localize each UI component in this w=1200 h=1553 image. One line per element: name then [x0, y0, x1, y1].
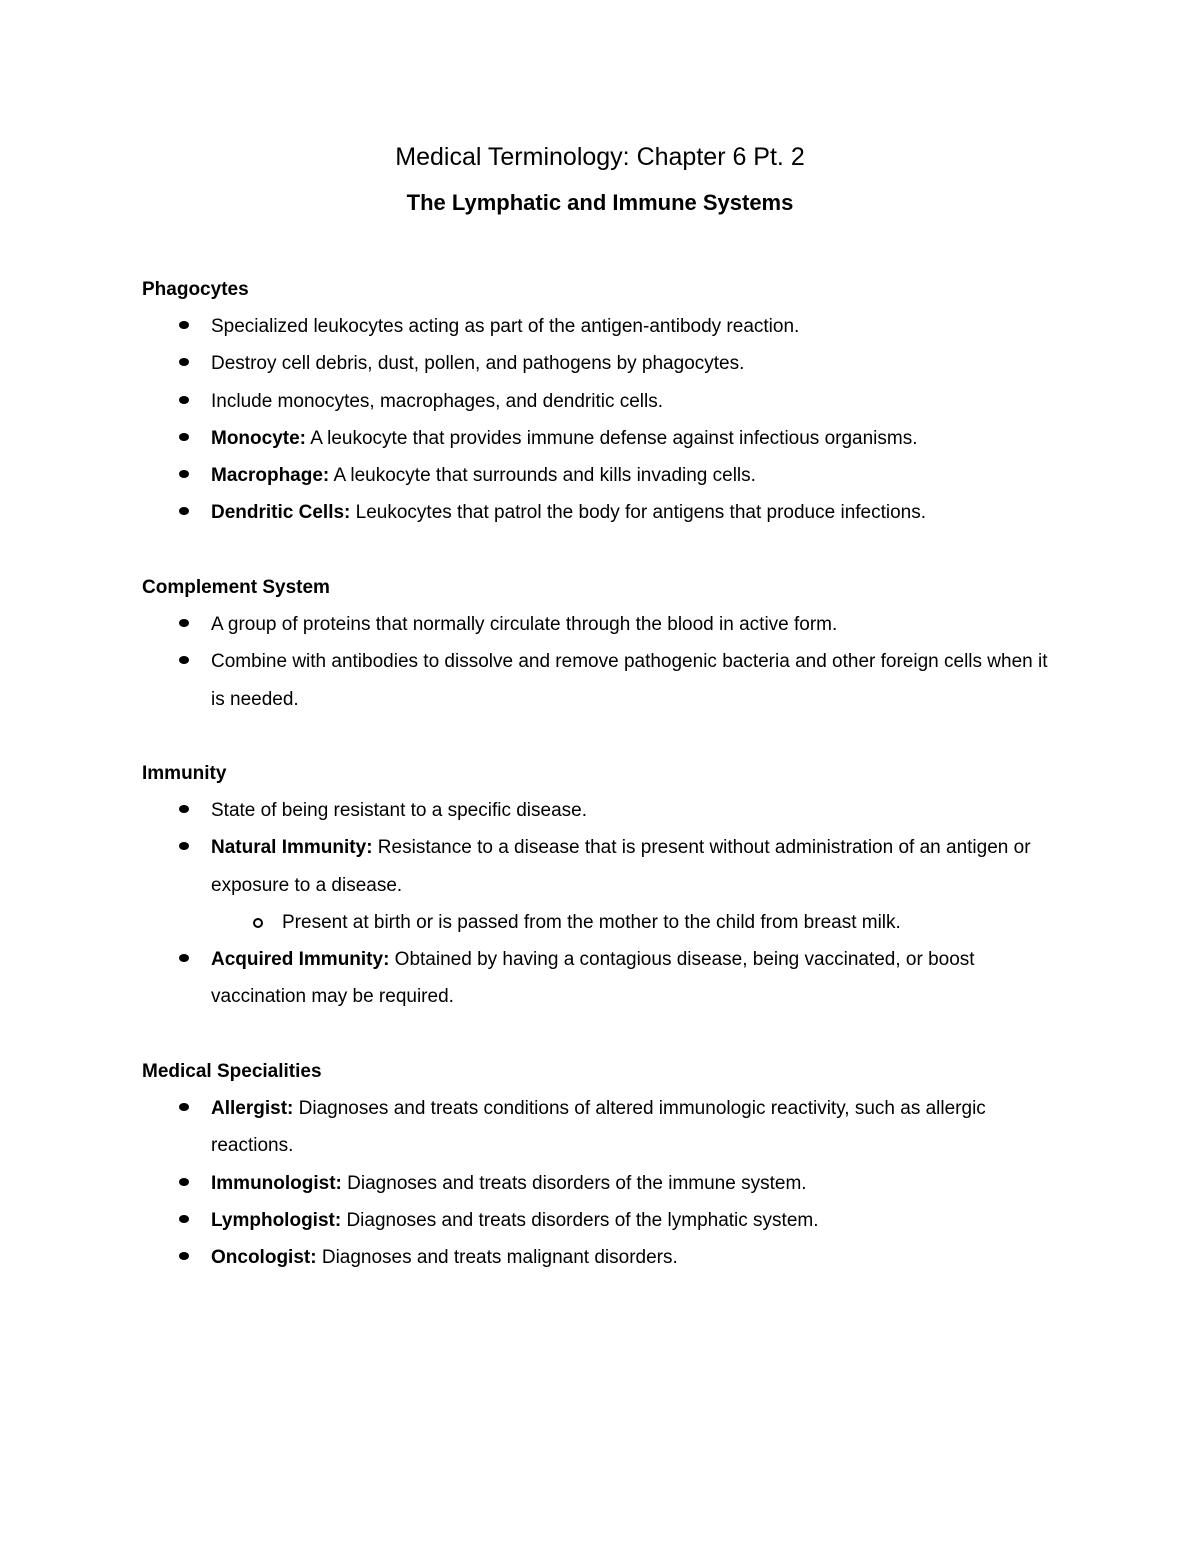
hollow-bullet-icon: [253, 918, 263, 928]
definition: Obtained by having a contagious disease, being vaccinated, or boost vaccination may be required.: [211, 949, 975, 1008]
section-phagocytes: [142, 271, 1062, 532]
bullet-icon: [179, 470, 189, 478]
bullet-icon: [179, 842, 189, 850]
definition: Specialized leukocytes acting as part of the antigen-antibody reaction.: [211, 316, 800, 337]
list-item: [142, 606, 1062, 643]
definition: A group of proteins that normally circulate through the blood in active form.: [211, 614, 838, 635]
list-item: [142, 494, 1062, 531]
list-item: [142, 420, 1062, 457]
definition: Combine with antibodies to dissolve and remove pathogenic bacteria and other foreign cells when it is needed.: [211, 651, 1048, 710]
definition: State of being resistant to a specific disease.: [211, 800, 587, 821]
bullet-icon: [179, 507, 189, 515]
list-item: [142, 792, 1062, 829]
section-medical-specialities: [142, 1053, 1062, 1276]
term-immunologist: Immunologist:: [211, 1172, 342, 1194]
list-item: [142, 308, 1062, 345]
bullet-icon: [179, 954, 189, 962]
section-complement-system: [142, 569, 1062, 718]
bullet-list: [142, 1090, 1062, 1276]
definition: A leukocyte that provides immune defense against infectious organisms.: [306, 427, 918, 449]
bullet-icon: [179, 1178, 189, 1186]
document-title: Medical Terminology: Chapter 6 Pt. 2: [395, 143, 805, 171]
term-macrophage: Macrophage:: [211, 465, 330, 487]
definition: Diagnoses and treats conditions of altered immunologic reactivity, such as allergic reactions.: [211, 1098, 986, 1157]
list-item: [142, 1202, 1062, 1239]
bullet-icon: [179, 396, 189, 404]
bullet-list: [142, 308, 1062, 532]
section-heading: Immunity: [142, 763, 227, 784]
document-subtitle: The Lymphatic and Immune Systems: [406, 190, 794, 215]
bullet-icon: [179, 1215, 189, 1223]
list-item: [142, 941, 1062, 1016]
bullet-icon: [179, 1103, 189, 1111]
bullet-list: [142, 606, 1062, 718]
definition: Resistance to a disease that is present without administration of an antigen or exposure to a disease.: [211, 837, 1031, 896]
list-item: [142, 1239, 1062, 1276]
bullet-icon: [179, 321, 189, 329]
definition: A leukocyte that surrounds and kills invading cells.: [329, 465, 756, 487]
sub-list-item: [142, 904, 1062, 941]
definition: Diagnoses and treats disorders of the lymphatic system.: [341, 1209, 819, 1231]
definition: Leukocytes that patrol the body for antigens that produce infections.: [350, 502, 927, 524]
section-heading: Phagocytes: [142, 279, 249, 300]
bullet-icon: [179, 619, 189, 627]
list-item: [142, 643, 1062, 718]
definition: Diagnoses and treats disorders of the immune system.: [341, 1172, 807, 1194]
definition: Diagnoses and treats malignant disorders.: [316, 1247, 678, 1269]
list-item: [142, 1165, 1062, 1202]
bullet-icon: [179, 805, 189, 813]
bullet-list: [142, 792, 1062, 1016]
section-immunity: [142, 755, 1062, 1016]
bullet-icon: [179, 358, 189, 366]
term-oncologist: Oncologist:: [211, 1247, 317, 1269]
list-item: [142, 383, 1062, 420]
definition: Include monocytes, macrophages, and dendritic cells.: [211, 390, 664, 412]
bullet-icon: [179, 656, 189, 664]
list-item: [142, 1090, 1062, 1165]
term-allergist: Allergist:: [211, 1098, 294, 1119]
section-heading: Complement System: [142, 577, 330, 598]
term-lymphologist: Lymphologist:: [211, 1209, 342, 1231]
term-acquired-immunity: Acquired Immunity:: [211, 949, 390, 971]
definition: Destroy cell debris, dust, pollen, and pathogens by phagocytes.: [211, 353, 745, 375]
term-natural-immunity: Natural Immunity:: [211, 837, 373, 859]
list-item: [142, 345, 1062, 382]
list-item: [142, 829, 1062, 904]
sub-item-text: Present at birth or is passed from the mother to the child from breast milk.: [282, 911, 901, 933]
section-heading: Medical Specialities: [142, 1061, 322, 1082]
list-item: [142, 457, 1062, 494]
bullet-icon: [179, 1252, 189, 1260]
term-monocyte: Monocyte:: [211, 427, 306, 449]
term-dendritic-cells: Dendritic Cells:: [211, 502, 351, 524]
bullet-icon: [179, 433, 189, 441]
